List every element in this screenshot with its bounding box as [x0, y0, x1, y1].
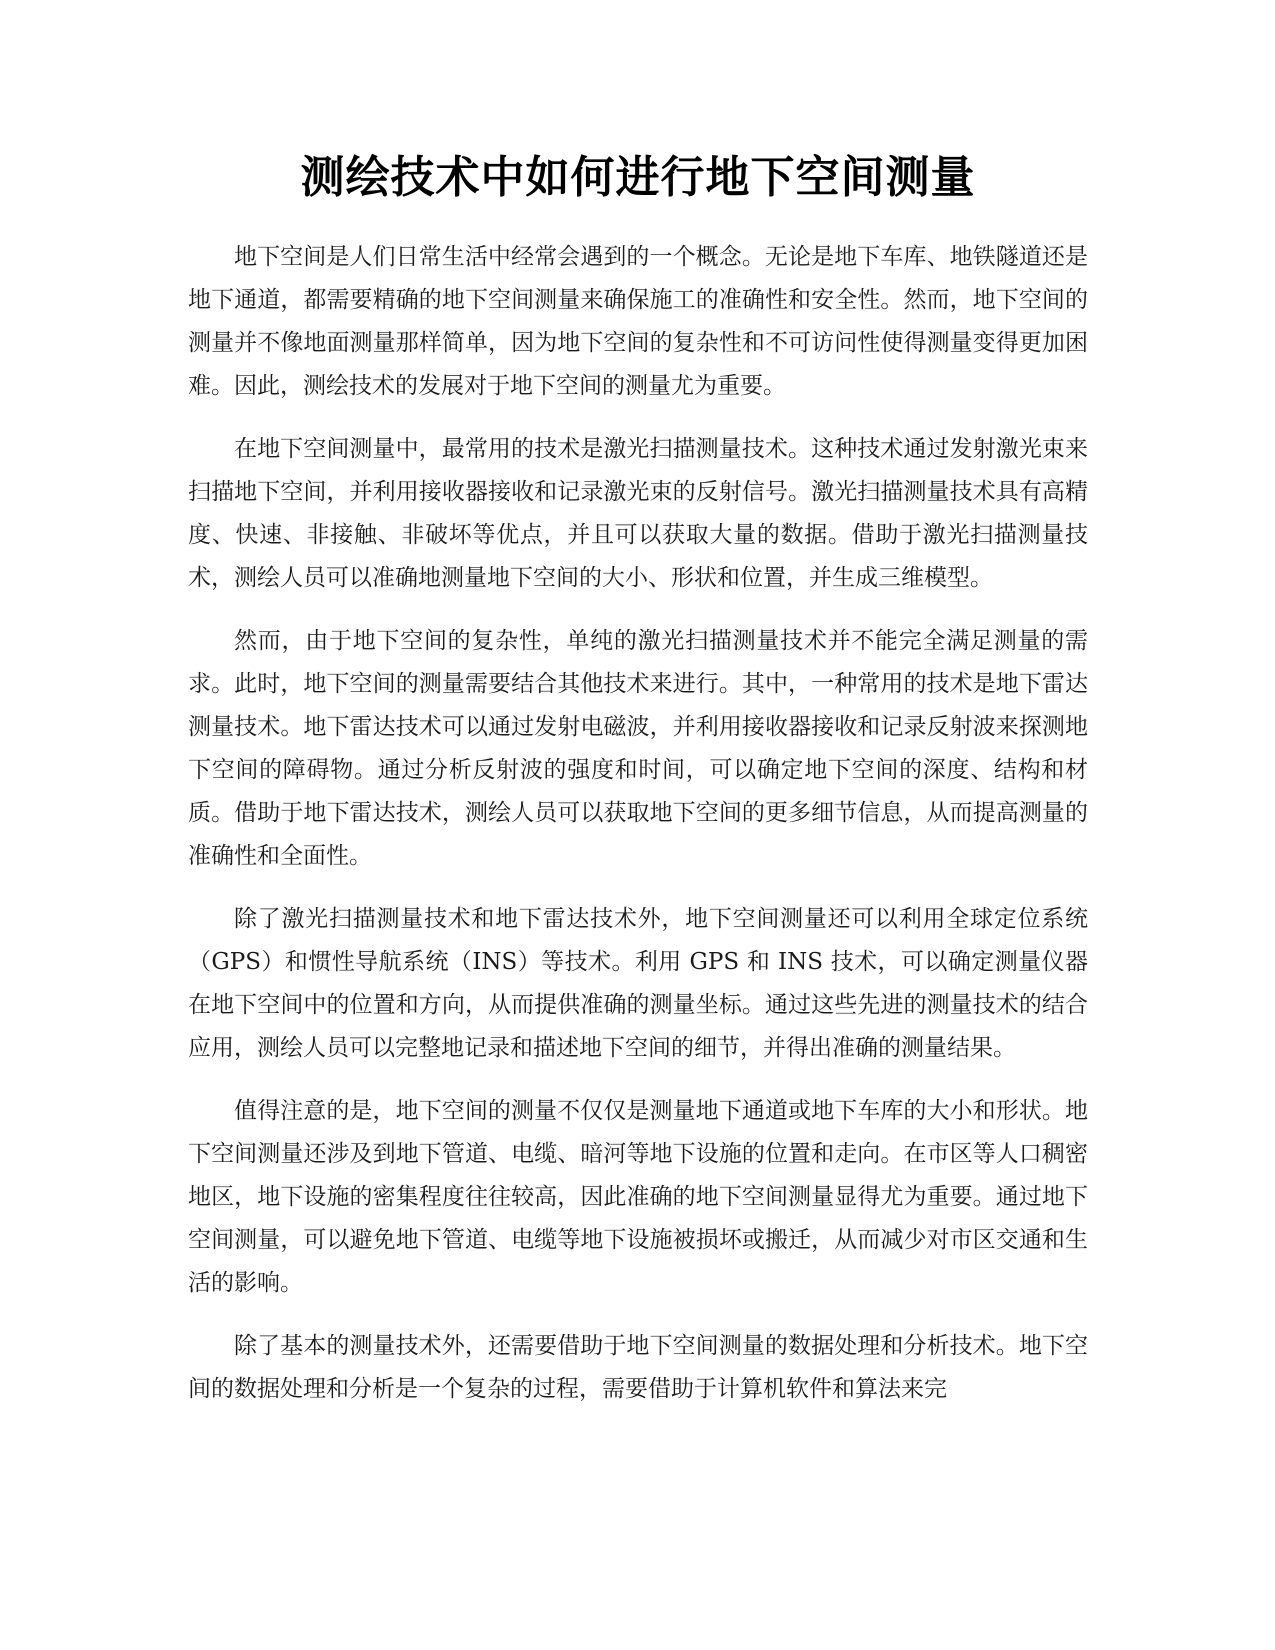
document-body	[188, 236, 1088, 1411]
paragraph-5: 值得注意的是，地下空间的测量不仅仅是测量地下通道或地下车库的大小和形状。地下空间测量还涉及到地下管道、电缆、暗河等地下设施的位置和走向。在市区等人口稠密地区，地下设施的密集程度往往较高，因此准确的地下空间测量显得尤为重要。通过地下空间测量，可以避免地下管道、电缆等地下设施被损坏或搬迁，从而减少对市区交通和生活的影响。	[188, 1098, 1088, 1296]
paragraph-2: 在地下空间测量中，最常用的技术是激光扫描测量技术。这种技术通过发射激光束来扫描地下空间，并利用接收器接收和记录激光束的反射信号。激光扫描测量技术具有高精度、快速、非接触、非破坏等优点，并且可以获取大量的数据。借助于激光扫描测量技术，测绘人员可以准确地测量地下空间的大小、形状和位置，并生成三维模型。	[188, 436, 1088, 591]
paragraph-4: 除了激光扫描测量技术和地下雷达技术外，地下空间测量还可以利用全球定位系统（GPS）和惯性导航系统（INS）等技术。利用 GPS 和 INS 技术，可以确定测量仪器在地下空间中的位置和方向，从而提供准确的测量坐标。通过这些先进的测量技术的结合应用，测绘人员可以完整地记录和描述地下空间的细节，并得出准确的测量结果。	[188, 906, 1088, 1061]
document-title: 测绘技术中如何进行地下空间测量	[300, 152, 976, 203]
paragraph-3: 然而，由于地下空间的复杂性，单纯的激光扫描测量技术并不能完全满足测量的需求。此时，地下空间的测量需要结合其他技术来进行。其中，一种常用的技术是地下雷达测量技术。地下雷达技术可以通过发射电磁波，并利用接收器接收和记录反射波来探测地下空间的障碍物。通过分析反射波的强度和时间，可以确定地下空间的深度、结构和材质。借助于地下雷达技术，测绘人员可以获取地下空间的更多细节信息，从而提高测量的准确性和全面性。	[188, 628, 1088, 869]
paragraph-6: 除了基本的测量技术外，还需要借助于地下空间测量的数据处理和分析技术。地下空间的数据处理和分析是一个复杂的过程，需要借助于计算机软件和算法来完	[188, 1333, 1088, 1402]
document-page	[188, 0, 1088, 1650]
paragraph-1: 地下空间是人们日常生活中经常会遇到的一个概念。无论是地下车库、地铁隧道还是地下通道，都需要精确的地下空间测量来确保施工的准确性和安全性。然而，地下空间的测量并不像地面测量那样简单，因为地下空间的复杂性和不可访问性使得测量变得更加困难。因此，测绘技术的发展对于地下空间的测量尤为重要。	[188, 244, 1088, 399]
